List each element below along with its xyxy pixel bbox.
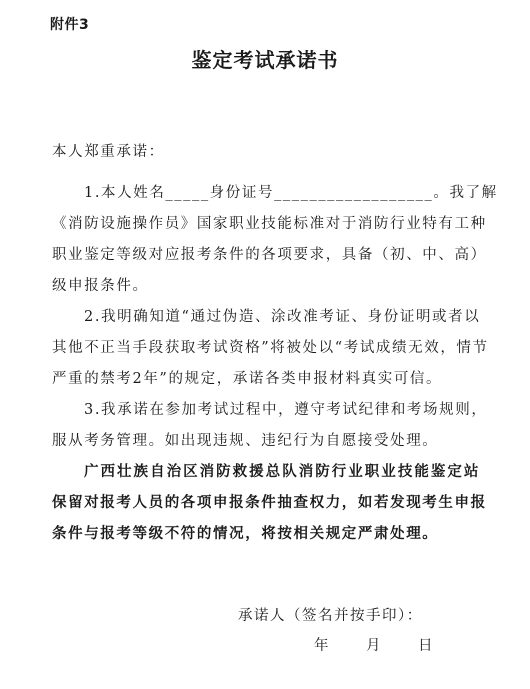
clause-1-line-4: 级申报条件。	[52, 278, 149, 294]
date-day: 日	[418, 638, 433, 654]
notice-line-1: 广西壮族自治区消防救援总队消防行业职业技能鉴定站	[84, 463, 480, 480]
date-month: 月	[366, 638, 381, 654]
notice-line-2: 保留对报考人员的各项申报条件抽查权力，如若发现考生申报	[52, 494, 487, 511]
clause-1-line-2: 《消防设施操作员》国家职业技能标准对于消防行业特有工种	[52, 216, 487, 232]
notice-line-3: 条件与报考等级不符的情况，将按相关规定严肃处理。	[52, 525, 439, 542]
clause-1-line-3: 职业鉴定等级对应报考条件的各项要求，具备（初、中、高）	[52, 247, 487, 263]
clause-1-line-1: 1.本人姓名_____身份证号__________________。我了解	[84, 185, 498, 201]
attachment-label: 附件3	[50, 17, 90, 33]
signer-label: 承诺人（签名并按手印）：	[238, 608, 423, 624]
clause-2-line-2: 其他不正当手段获取考试资格”将被处以“考试成绩无效，情节	[52, 340, 489, 356]
document-title: 鉴定考试承诺书	[191, 48, 339, 72]
greeting: 本人郑重承诺：	[52, 144, 165, 160]
clause-3-line-2: 服从考务管理。如出现违规、违纪行为自愿接受处理。	[52, 433, 439, 449]
clause-2-line-3: 严重的禁考2年”的规定，承诺各类申报材料真实可信。	[52, 371, 443, 387]
clause-2-line-1: 2.我明确知道“通过伪造、涂改准考证、身份证明或者以	[84, 309, 481, 325]
date-year: 年	[314, 638, 329, 654]
clause-3-line-1: 3.我承诺在参加考试过程中，遵守考试纪律和考场规则，	[84, 402, 488, 418]
